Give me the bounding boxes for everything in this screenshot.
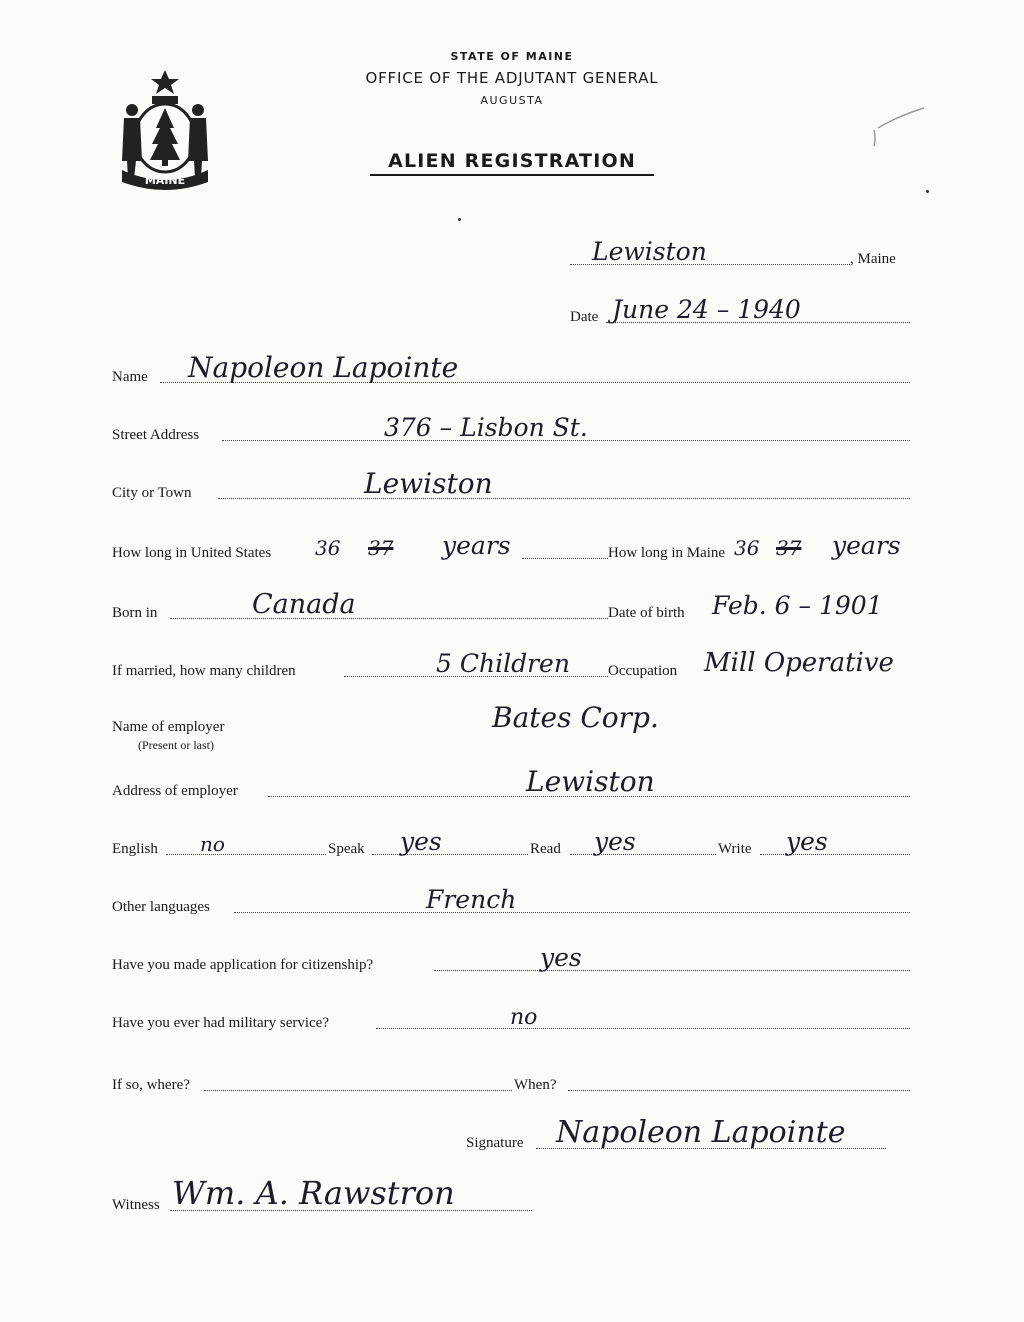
place-value[interactable]: Lewiston <box>592 237 707 266</box>
english-label: English <box>112 841 158 857</box>
born-line <box>170 618 608 619</box>
citizenship-label: Have you made application for citizenship? <box>112 957 374 973</box>
city-heading: AUGUSTA <box>480 94 544 107</box>
name-row <box>112 351 912 388</box>
place-suffix: , Maine <box>850 251 896 267</box>
employer-sublabel: (Present or last) <box>138 738 214 752</box>
check-mark-icon <box>868 100 928 150</box>
read-label: Read <box>530 841 561 857</box>
read-line <box>570 854 716 855</box>
us-duration-label: How long in United States <box>112 545 272 561</box>
employer-address-value[interactable]: Lewiston <box>526 765 655 798</box>
write-line <box>760 854 910 855</box>
where-line <box>204 1090 512 1091</box>
us-duration-unit[interactable]: years <box>442 531 511 560</box>
city-label: City or Town <box>112 485 192 501</box>
employer-row <box>112 701 912 752</box>
witness-label: Witness <box>112 1197 160 1213</box>
children-value[interactable]: 5 Children <box>436 649 570 678</box>
birth-row <box>112 589 922 624</box>
read-value[interactable]: yes <box>594 827 636 856</box>
employer-label: Name of employer <box>112 719 225 735</box>
employer-value[interactable]: Bates Corp. <box>492 701 659 734</box>
witness-row <box>112 1174 572 1216</box>
english-value[interactable]: no <box>200 832 225 856</box>
ink-speck <box>458 218 461 221</box>
city-value[interactable]: Lewiston <box>364 467 493 500</box>
military-row <box>112 1004 912 1034</box>
where-label: If so, where? <box>112 1077 190 1093</box>
city-line <box>218 498 910 499</box>
street-address-value[interactable]: 376 – Lisbon St. <box>384 413 588 442</box>
signature-value[interactable]: Napoleon Lapointe <box>556 1115 846 1150</box>
street-address-label: Street Address <box>112 427 200 443</box>
us-duration-struck: 37 <box>368 536 394 560</box>
occupation-label: Occupation <box>608 663 678 679</box>
place-row <box>112 237 912 270</box>
ink-speck <box>926 190 929 193</box>
employer-address-row <box>112 765 912 802</box>
citizenship-value[interactable]: yes <box>540 943 582 972</box>
citizenship-row <box>112 943 912 976</box>
speak-line <box>372 854 528 855</box>
write-label: Write <box>718 841 752 857</box>
speak-value[interactable]: yes <box>400 827 442 856</box>
other-languages-line <box>234 912 910 913</box>
write-value[interactable]: yes <box>786 827 828 856</box>
employer-address-label: Address of employer <box>112 783 238 799</box>
maine-duration-unit[interactable]: years <box>832 531 901 560</box>
residence-row <box>112 531 922 564</box>
maine-duration-struck: 37 <box>776 536 802 560</box>
citizenship-line <box>434 970 910 971</box>
office-heading: OFFICE OF THE ADJUTANT GENERAL <box>365 69 659 87</box>
occupation-value[interactable]: Mill Operative <box>704 648 894 678</box>
other-languages-row <box>112 885 912 918</box>
english-row <box>112 827 912 860</box>
other-languages-value[interactable]: French <box>426 885 517 914</box>
military-line <box>376 1028 910 1029</box>
born-in-value[interactable]: Canada <box>252 589 356 620</box>
date-value[interactable]: June 24 – 1940 <box>612 295 801 324</box>
maine-duration-value[interactable]: 36 <box>734 536 760 560</box>
witness-value[interactable]: Wm. A. Rawstron <box>172 1174 455 1212</box>
signature-label: Signature <box>466 1135 524 1151</box>
english-line <box>166 854 326 855</box>
form-header <box>0 50 1024 107</box>
date-of-birth-label: Date of birth <box>608 605 685 621</box>
children-label: If married, how many children <box>112 663 296 679</box>
date-of-birth-value[interactable]: Feb. 6 – 1901 <box>712 591 883 620</box>
military-label: Have you ever had military service? <box>112 1015 329 1031</box>
name-value[interactable]: Napoleon Lapointe <box>188 351 459 384</box>
children-row <box>112 648 932 682</box>
when-label: When? <box>514 1077 557 1093</box>
name-label: Name <box>112 369 148 385</box>
city-row <box>112 467 912 504</box>
military-value[interactable]: no <box>510 1005 538 1030</box>
seal-text: MAINE <box>144 174 186 187</box>
born-in-label: Born in <box>112 605 158 621</box>
when-line <box>568 1090 910 1091</box>
street-row <box>112 413 912 446</box>
other-languages-label: Other languages <box>112 899 210 915</box>
maine-duration-label: How long in Maine <box>608 545 726 561</box>
date-row <box>112 295 912 328</box>
date-label: Date <box>570 309 599 325</box>
signature-row <box>112 1115 912 1154</box>
us-line <box>522 558 608 559</box>
speak-label: Speak <box>328 841 365 857</box>
us-duration-value[interactable]: 36 <box>315 536 341 560</box>
where-row <box>112 1066 912 1096</box>
form-title: ALIEN REGISTRATION <box>370 150 654 176</box>
state-heading: STATE OF MAINE <box>450 50 574 63</box>
